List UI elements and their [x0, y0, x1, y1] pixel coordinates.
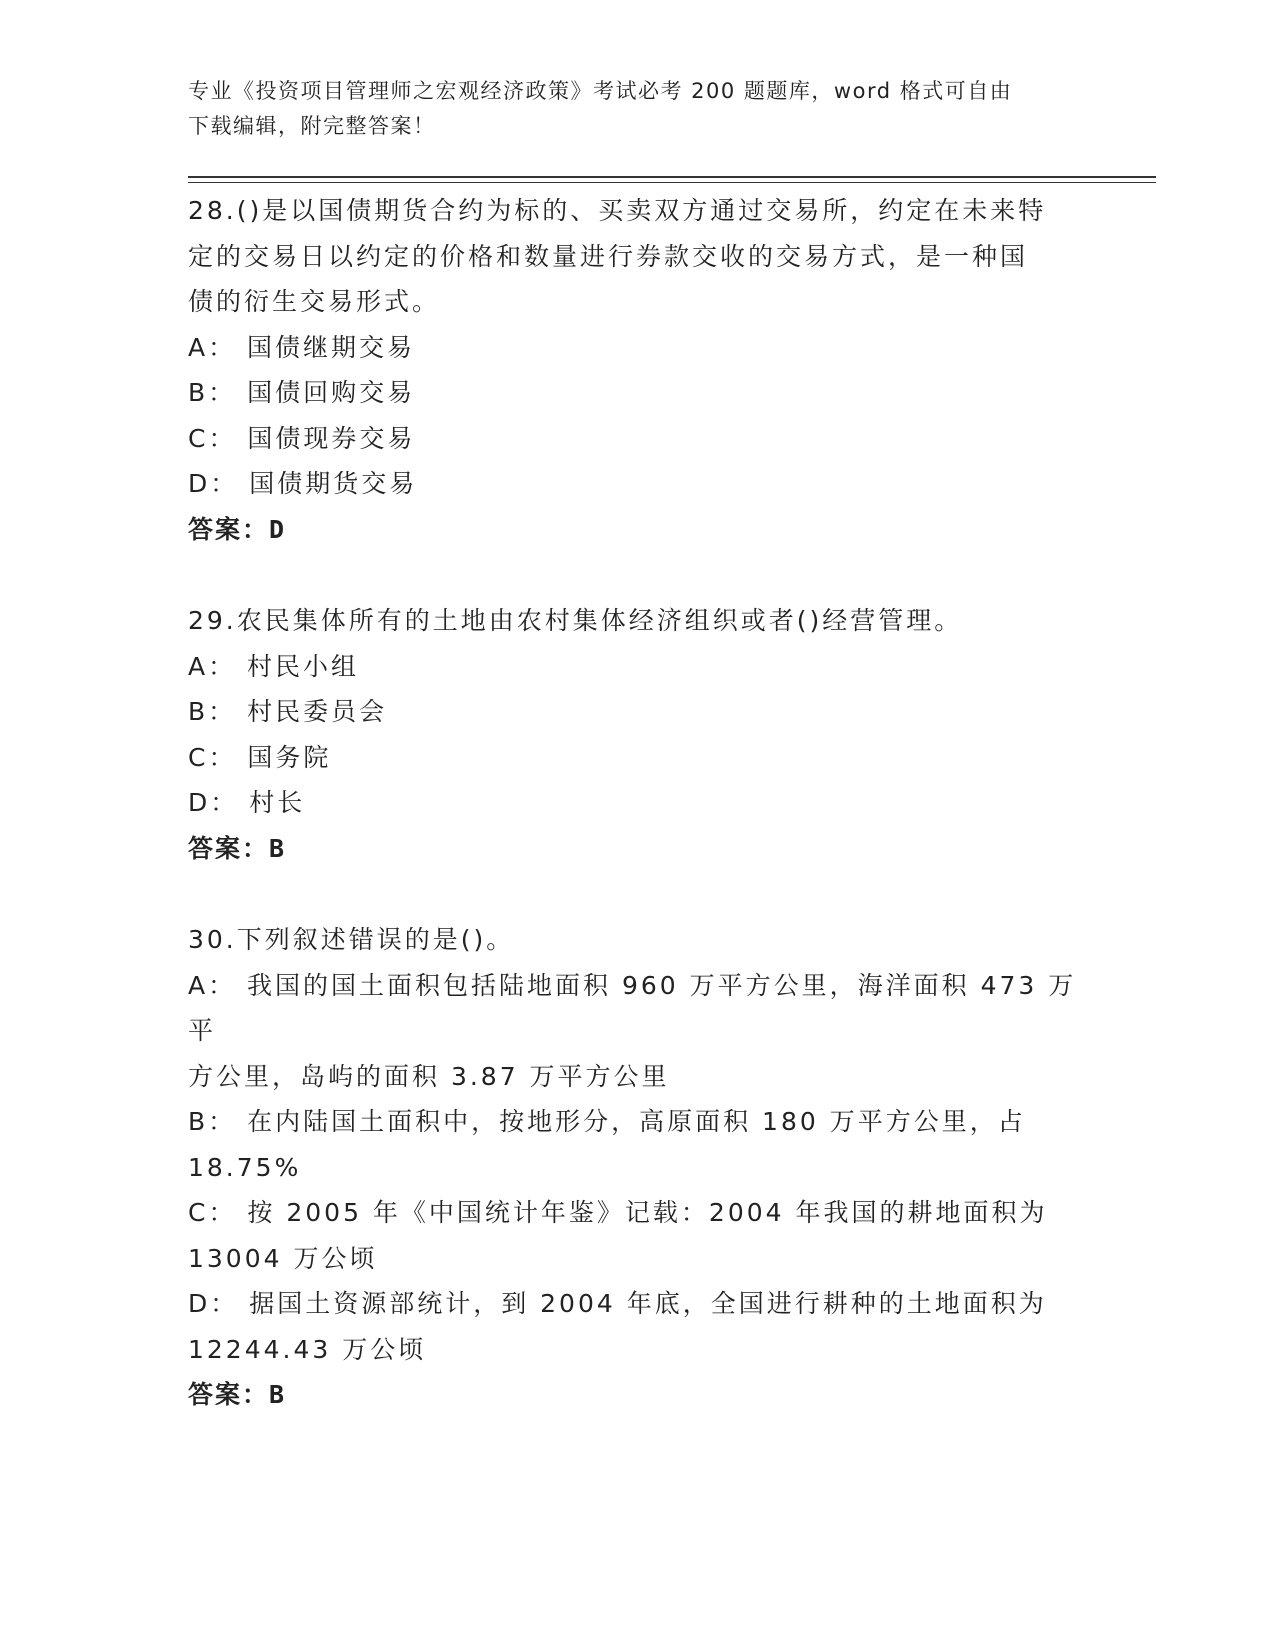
document-header [188, 74, 1088, 144]
header-line-1: 专业《投资项目管理师之宏观经济政策》考试必考 200 题题库，word 格式可自由 [188, 79, 1013, 103]
question-stem-line: 28.()是以国债期货合约为标的、买卖双方通过交易所，约定在未来特 [188, 196, 1047, 225]
option-b-line-1: B： 在内陆国土面积中，按地形分，高原面积 180 万平方公里，占 [188, 1107, 1026, 1136]
header-divider-thick [188, 176, 1156, 178]
option-c: C： 国债现券交易 [188, 423, 416, 453]
option-a: A： 村民小组 [188, 651, 360, 681]
answer-value: D [269, 514, 287, 544]
answer-label: 答案： [188, 1380, 270, 1409]
question-29 [188, 598, 1088, 871]
option-c-line-2: 13004 万公顷 [188, 1243, 378, 1273]
option-d-line-2: 12244.43 万公顷 [188, 1334, 427, 1364]
option-b: B： 国债回购交易 [188, 378, 416, 407]
answer-line [188, 507, 1088, 553]
option-c: C： 国务院 [188, 742, 332, 772]
option-a-line-1: A： 我国的国土面积包括陆地面积 960 万平方公里，海洋面积 473 万平 [188, 970, 1077, 1045]
question-30 [188, 917, 1088, 1418]
question-stem-line: 债的衍生交易形式。 [188, 287, 441, 316]
option-d: D： 村长 [188, 788, 306, 817]
option-c-line-1: C： 按 2005 年《中国统计年鉴》记载：2004 年我国的耕地面积为 [188, 1198, 1048, 1227]
option-d-line-1: D： 据国土资源部统计，到 2004 年底，全国进行耕种的土地面积为 [188, 1289, 1047, 1318]
question-stem-line: 29.农民集体所有的土地由农村集体经济组织或者()经营管理。 [188, 606, 963, 635]
option-b-line-2: 18.75% [188, 1152, 302, 1182]
answer-line [188, 826, 1088, 872]
question-28 [188, 188, 1088, 552]
question-stem-line: 30.下列叙述错误的是()。 [188, 925, 515, 954]
option-d: D： 国债期货交易 [188, 469, 418, 498]
header-divider-thin [188, 182, 1156, 183]
header-line-2: 下载编辑，附完整答案！ [188, 114, 436, 138]
option-a: A： 国债继期交易 [188, 332, 416, 362]
answer-value: B [269, 1380, 287, 1409]
option-a-line-2: 方公里，岛屿的面积 3.87 万平方公里 [188, 1061, 670, 1091]
answer-value: B [269, 833, 287, 863]
answer-label: 答案： [188, 833, 270, 863]
option-b: B： 村民委员会 [188, 697, 388, 726]
answer-label: 答案： [188, 514, 270, 544]
answer-line [188, 1372, 1088, 1418]
question-stem-line: 定的交易日以约定的价格和数量进行券款交收的交易方式，是一种国 [188, 241, 1029, 271]
